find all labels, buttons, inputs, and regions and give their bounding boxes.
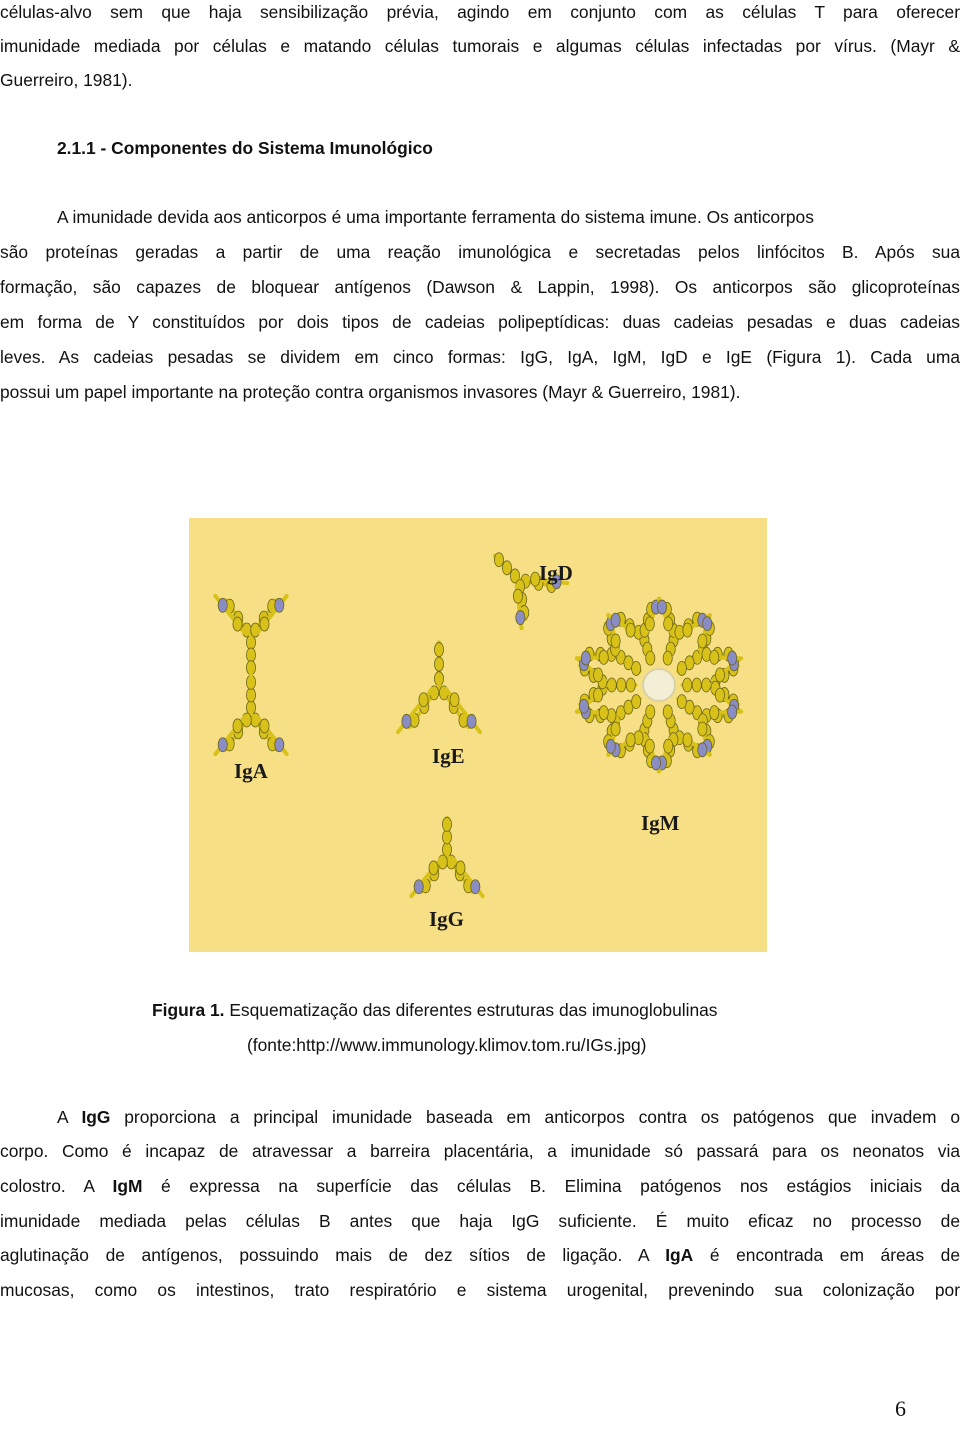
light-chain-domain — [651, 756, 660, 770]
paragraph-3-line-5 — [0, 1243, 960, 1267]
heavy-chain-domain — [502, 561, 511, 575]
light-chain-domain — [606, 739, 615, 753]
paragraph-2-line-1: A imunidade devida aos anticorpos é uma importante ferramenta do sistema imune. Os anticorpos — [57, 207, 814, 227]
heavy-chain-domain — [233, 617, 242, 631]
label-igg: IgG — [429, 907, 465, 931]
heavy-chain-domain — [664, 739, 673, 753]
paragraph-1-line-1: células-alvo sem que haja sensibilização prévia, agindo em conjunto com as células T para oferecer — [0, 2, 960, 22]
light-chain-domain — [471, 880, 480, 894]
heavy-chain-domain — [692, 678, 701, 692]
term-igg: IgG — [81, 1107, 111, 1127]
heavy-chain-domain — [593, 668, 602, 682]
immunoglobulin-diagram — [189, 518, 767, 952]
light-chain-domain — [657, 600, 666, 614]
heavy-chain-domain — [626, 623, 635, 637]
light-chain-domain — [467, 714, 476, 728]
heavy-chain-domain — [611, 634, 620, 648]
heavy-chain-domain — [246, 688, 255, 702]
term-iga: IgA — [665, 1245, 694, 1265]
section-heading: 2.1.1 - Componentes do Sistema Imunológico — [57, 138, 433, 158]
paragraph-3-line-1 — [0, 1105, 960, 1129]
heavy-chain-domain — [442, 830, 451, 844]
p3-l1-text-a: A — [57, 1107, 82, 1127]
heavy-chain-domain — [434, 672, 443, 686]
heavy-chain-domain — [513, 589, 522, 603]
heavy-chain-domain — [442, 817, 451, 831]
heavy-chain-domain — [632, 695, 641, 709]
label-igm: IgM — [641, 811, 680, 835]
figure-caption — [152, 998, 718, 1022]
light-chain-domain — [728, 651, 737, 665]
heavy-chain-domain — [663, 705, 672, 719]
light-chain-domain — [275, 598, 284, 612]
heavy-chain-domain — [260, 719, 269, 733]
light-chain-domain — [402, 714, 411, 728]
caption-text: Esquematização das diferentes estruturas das imunoglobulinas — [224, 1000, 718, 1020]
label-igd: IgD — [539, 561, 573, 585]
paragraph-3-line-2: corpo. Como é incapaz de atravessar a barreira placentária, a imunidade só passará para os neonatos via — [0, 1141, 960, 1161]
heavy-chain-domain — [710, 650, 719, 664]
heavy-chain-domain — [593, 688, 602, 702]
paragraph-2-line-2: são proteínas geradas a partir de uma reação imunológica e secretadas pelos linfócitos B. Após sua — [0, 242, 960, 262]
heavy-chain-domain — [715, 668, 724, 682]
paragraph-1-line-3: Guerreiro, 1981). — [0, 70, 133, 90]
heavy-chain-domain — [450, 693, 459, 707]
caption-label: Figura 1. — [152, 1000, 225, 1020]
label-iga: IgA — [234, 759, 268, 783]
paragraph-2-line-3: formação, são capazes de bloquear antígenos (Dawson & Lappin, 1998). Os anticorpos são glicoproteínas — [0, 277, 960, 297]
term-igm: IgM — [112, 1176, 143, 1196]
heavy-chain-domain — [710, 706, 719, 720]
heavy-chain-domain — [677, 661, 686, 675]
heavy-chain-domain — [626, 733, 635, 747]
heavy-chain-domain — [683, 678, 692, 692]
light-chain-domain — [218, 598, 227, 612]
light-chain-domain — [728, 705, 737, 719]
heavy-chain-domain — [233, 719, 242, 733]
page-number: 6 — [895, 1396, 906, 1421]
light-chain-domain — [581, 651, 590, 665]
paragraph-3-line-6: mucosas, como os intestinos, trato respiratório e sistema urogenital, prevenindo sua colonização por — [0, 1280, 960, 1300]
heavy-chain-domain — [599, 650, 608, 664]
heavy-chain-domain — [632, 661, 641, 675]
heavy-chain-domain — [683, 733, 692, 747]
heavy-chain-domain — [683, 623, 692, 637]
p3-l5-text-c: é encontrada em áreas de — [693, 1245, 960, 1265]
p3-l1-text-c: proporciona a principal imunidade baseada em anticorpos contra os patógenos que invadem o — [110, 1107, 960, 1127]
heavy-chain-domain — [617, 678, 626, 692]
immunoglobulin-figure — [189, 518, 767, 952]
figure-source: (fonte:http://www.immunology.klimov.tom.ru/IGs.jpg) — [247, 1035, 647, 1055]
heavy-chain-domain — [663, 651, 672, 665]
heavy-chain-domain — [434, 657, 443, 671]
heavy-chain-domain — [611, 722, 620, 736]
igm-core — [643, 669, 675, 701]
heavy-chain-domain — [645, 617, 654, 631]
light-chain-domain — [414, 880, 423, 894]
p3-l3-text-a: colostro. A — [0, 1176, 113, 1196]
light-chain-domain — [703, 617, 712, 631]
p3-l3-text-c: é expressa na superfície das células B. Elimina patógenos nos estágios iniciais da — [142, 1176, 960, 1196]
heavy-chain-domain — [626, 678, 635, 692]
paragraph-2-line-6: possui um papel importante na proteção contra organismos invasores (Mayr & Guerreiro, 1981). — [0, 382, 741, 402]
paragraph-3-line-4: imunidade mediada pelas células B antes que haja IgG suficiente. É muito eficaz no processo de — [0, 1211, 960, 1231]
light-chain-domain — [698, 743, 707, 757]
light-chain-domain — [611, 613, 620, 627]
heavy-chain-domain — [456, 861, 465, 875]
light-chain-domain — [218, 738, 227, 752]
heavy-chain-domain — [645, 739, 654, 753]
heavy-chain-domain — [698, 634, 707, 648]
heavy-chain-domain — [260, 617, 269, 631]
light-chain-domain — [579, 699, 588, 713]
heavy-chain-domain — [419, 693, 428, 707]
heavy-chain-domain — [429, 861, 438, 875]
paragraph-2-line-5: leves. As cadeias pesadas se dividem em cinco formas: IgG, IgA, IgM, IgD e IgE (Figura 1). Cada uma — [0, 347, 960, 367]
label-ige: IgE — [432, 744, 465, 768]
heavy-chain-domain — [646, 651, 655, 665]
heavy-chain-domain — [664, 617, 673, 631]
heavy-chain-domain — [715, 688, 724, 702]
paragraph-1-line-2: imunidade mediada por células e matando células tumorais e algumas células infectadas por vírus. (Mayr & — [0, 36, 960, 56]
heavy-chain-domain — [434, 643, 443, 657]
heavy-chain-domain — [599, 706, 608, 720]
light-chain-domain — [516, 611, 525, 625]
paragraph-2-line-4: em forma de Y constituídos por dois tipos de cadeias polipeptídicas: duas cadeias pesadas e duas cadeias — [0, 312, 960, 332]
heavy-chain-domain — [494, 553, 503, 567]
antibody-structures — [215, 553, 741, 896]
heavy-chain-domain — [677, 695, 686, 709]
heavy-chain-domain — [646, 705, 655, 719]
heavy-chain-domain — [246, 648, 255, 662]
light-chain-domain — [275, 738, 284, 752]
p3-l5-text-a: aglutinação de antígenos, possuindo mais de dez sítios de ligação. A — [0, 1245, 666, 1265]
heavy-chain-domain — [698, 722, 707, 736]
paragraph-3-line-3 — [0, 1174, 960, 1198]
